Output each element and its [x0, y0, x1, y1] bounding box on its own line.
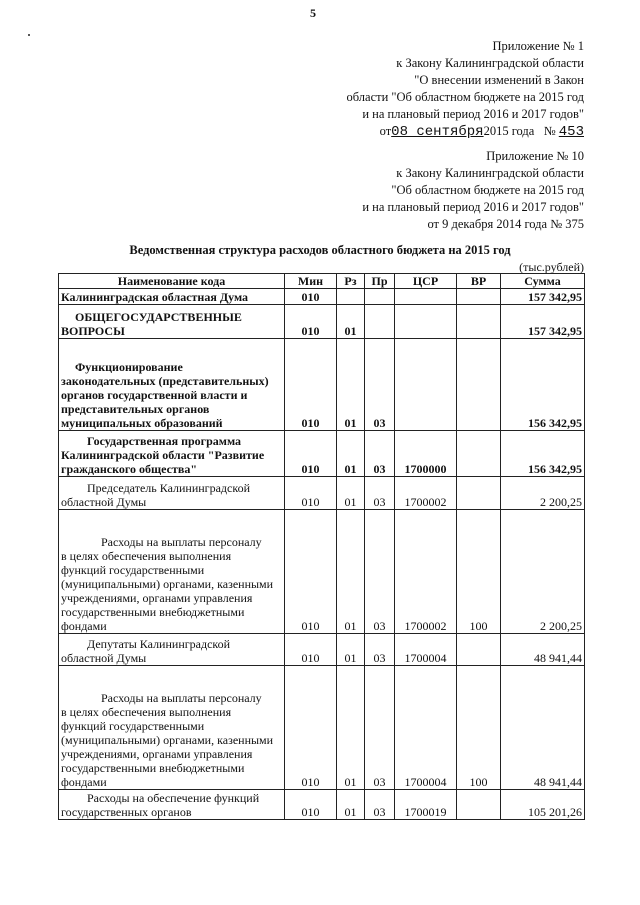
cell-vr: [457, 339, 501, 431]
cell-vr: [457, 305, 501, 339]
cell-csr: 1700000: [395, 431, 457, 477]
appendix-10-line5: от 9 декабря 2014 года № 375: [427, 217, 584, 231]
cell-name-line: государственных органов: [61, 805, 192, 819]
cell-pr: [365, 305, 395, 339]
appendix-1-line1: Приложение № 1: [492, 39, 584, 53]
header-min: Мин: [285, 274, 337, 289]
cell-name-line: в целях обеспечения выполнения: [61, 549, 232, 563]
scan-speck: [28, 34, 30, 36]
cell-min: 010: [285, 305, 337, 339]
cell-sum: 157 342,95: [501, 289, 585, 305]
table-row: [59, 510, 585, 634]
cell-name: [59, 790, 285, 820]
cell-name-line: учреждениями, органами управления: [61, 591, 253, 605]
cell-name-line: Расходы на выплаты персоналу: [101, 691, 262, 705]
cell-csr: 1700004: [395, 634, 457, 666]
cell-csr: 1700002: [395, 510, 457, 634]
cell-rz: 01: [337, 477, 365, 510]
units-label: (тыс.рублей): [519, 260, 584, 274]
appendix-1-date-line: [347, 123, 585, 141]
cell-name-line: учреждениями, органами управления: [61, 747, 253, 761]
cell-name-line: фондами: [61, 775, 107, 789]
handwritten-number: 453: [558, 124, 584, 140]
cell-pr: [365, 289, 395, 305]
cell-name-line: государственными внебюджетными: [61, 605, 245, 619]
appendix-1-header: [347, 38, 585, 141]
cell-sum: 48 941,44: [501, 666, 585, 790]
cell-min: 010: [285, 790, 337, 820]
table-row: [59, 666, 585, 790]
header-sum: Сумма: [501, 274, 585, 289]
table-row: [59, 477, 585, 510]
year-suffix: 2015 года: [483, 124, 535, 138]
table-row: [59, 339, 585, 431]
cell-name-line: представительных органов: [61, 402, 210, 416]
cell-name-line: законодательных (представительных): [61, 374, 269, 388]
cell-vr: 100: [457, 666, 501, 790]
handwritten-date: 08 сентября: [391, 124, 484, 140]
cell-name: [59, 431, 285, 477]
cell-vr: [457, 790, 501, 820]
number-prefix: №: [543, 124, 556, 138]
cell-name-line: государственными внебюджетными: [61, 761, 245, 775]
header-rz: Рз: [337, 274, 365, 289]
cell-rz: 01: [337, 305, 365, 339]
cell-name: [59, 634, 285, 666]
cell-min: 010: [285, 431, 337, 477]
cell-vr: [457, 289, 501, 305]
cell-sum: 105 201,26: [501, 790, 585, 820]
cell-csr: 1700002: [395, 477, 457, 510]
cell-csr: [395, 305, 457, 339]
cell-name-line: гражданского общества": [61, 462, 198, 476]
header-name: Наименование кода: [59, 274, 285, 289]
from-prefix: от: [379, 124, 392, 138]
cell-pr: 03: [365, 339, 395, 431]
table-row: [59, 289, 585, 305]
cell-vr: [457, 477, 501, 510]
appendix-10-line1: Приложение № 10: [486, 149, 584, 163]
cell-pr: 03: [365, 634, 395, 666]
cell-name-line: (муниципальными) органами, казенными: [61, 577, 274, 591]
budget-table: [58, 273, 585, 820]
cell-name-line: (муниципальными) органами, казенными: [61, 733, 274, 747]
cell-rz: 01: [337, 666, 365, 790]
document-title: Ведомственная структура расходов областного бюджета на 2015 год: [129, 243, 511, 257]
cell-name: [59, 510, 285, 634]
table-row: [59, 634, 585, 666]
appendix-1-line5: и на плановый период 2016 и 2017 годов": [362, 107, 584, 121]
cell-name-line: Председатель Калининградской: [87, 481, 251, 495]
cell-rz: 01: [337, 634, 365, 666]
cell-pr: 03: [365, 790, 395, 820]
cell-sum: 2 200,25: [501, 477, 585, 510]
header-vr: ВР: [457, 274, 501, 289]
cell-vr: 100: [457, 510, 501, 634]
appendix-10-line2: к Закону Калининградской области: [396, 166, 584, 180]
table-body: [59, 289, 585, 820]
cell-name-line: Расходы на обеспечение функций: [87, 791, 260, 805]
cell-sum: 157 342,95: [501, 305, 585, 339]
cell-min: 010: [285, 510, 337, 634]
appendix-1-line4: области "Об областном бюджете на 2015 год: [346, 90, 584, 104]
page-number: 5: [310, 6, 316, 20]
cell-min: 010: [285, 339, 337, 431]
cell-rz: 01: [337, 339, 365, 431]
cell-name: [59, 666, 285, 790]
cell-rz: [337, 289, 365, 305]
appendix-10-header: [362, 148, 584, 233]
table-row: [59, 431, 585, 477]
cell-name-line: муниципальных образований: [61, 416, 223, 430]
cell-name-line: Функционирование: [75, 360, 183, 374]
cell-pr: 03: [365, 666, 395, 790]
appendix-10-line3: "Об областном бюджете на 2015 год: [391, 183, 584, 197]
cell-name: [59, 477, 285, 510]
table-row: [59, 790, 585, 820]
cell-name-line: Калининградской области "Развитие: [61, 448, 265, 462]
cell-rz: 01: [337, 510, 365, 634]
cell-name: [59, 305, 285, 339]
cell-name-line: ОБЩЕГОСУДАРСТВЕННЫЕ: [75, 310, 242, 324]
cell-rz: 01: [337, 431, 365, 477]
cell-min: 010: [285, 634, 337, 666]
cell-sum: 2 200,25: [501, 510, 585, 634]
cell-pr: 03: [365, 431, 395, 477]
cell-csr: [395, 289, 457, 305]
appendix-1-line2: к Закону Калининградской области: [396, 56, 584, 70]
cell-pr: 03: [365, 477, 395, 510]
table-header-row: [59, 274, 585, 289]
cell-name-line: областной Думы: [61, 495, 147, 509]
cell-name: [59, 339, 285, 431]
cell-csr: 1700019: [395, 790, 457, 820]
cell-min: 010: [285, 666, 337, 790]
cell-min: 010: [285, 289, 337, 305]
appendix-1-line3: "О внесении изменений в Закон: [414, 73, 584, 87]
table-row: [59, 305, 585, 339]
cell-name-line: фондами: [61, 619, 107, 633]
cell-sum: 156 342,95: [501, 339, 585, 431]
header-csr: ЦСР: [395, 274, 457, 289]
cell-name-line: Государственная программа: [87, 434, 242, 448]
cell-vr: [457, 431, 501, 477]
cell-name-line: в целях обеспечения выполнения: [61, 705, 232, 719]
header-pr: Пр: [365, 274, 395, 289]
cell-csr: 1700004: [395, 666, 457, 790]
cell-name-line: функций государственными: [61, 719, 205, 733]
cell-csr: [395, 339, 457, 431]
cell-name-line: Депутаты Калининградской: [87, 637, 231, 651]
cell-name-line: Калининградская областная Дума: [61, 290, 249, 304]
cell-name-line: областной Думы: [61, 651, 147, 665]
cell-min: 010: [285, 477, 337, 510]
cell-sum: 48 941,44: [501, 634, 585, 666]
cell-name-line: функций государственными: [61, 563, 205, 577]
cell-pr: 03: [365, 510, 395, 634]
cell-sum: 156 342,95: [501, 431, 585, 477]
cell-name-line: органов государственной власти и: [61, 388, 248, 402]
cell-name-line: Расходы на выплаты персоналу: [101, 535, 262, 549]
appendix-10-line4: и на плановый период 2016 и 2017 годов": [362, 200, 584, 214]
cell-name-line: ВОПРОСЫ: [61, 324, 125, 338]
cell-rz: 01: [337, 790, 365, 820]
cell-name: [59, 289, 285, 305]
cell-vr: [457, 634, 501, 666]
